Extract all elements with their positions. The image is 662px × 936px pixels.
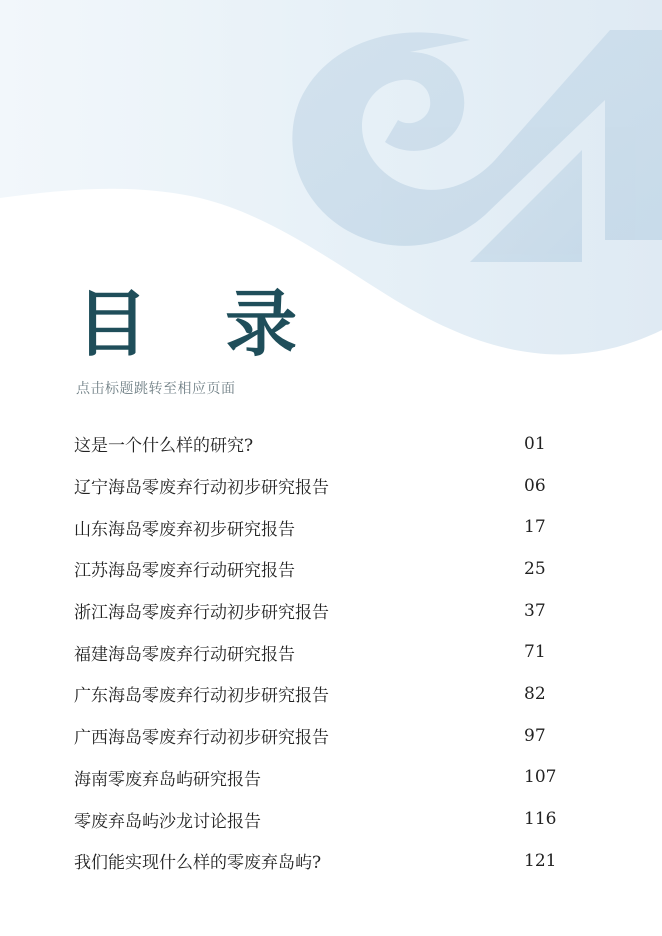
toc-item-page[interactable]: 17: [524, 517, 546, 538]
toc-item-title[interactable]: 浙江海岛零废弃行动初步研究报告: [74, 603, 329, 624]
toc-item-title[interactable]: 辽宁海岛零废弃行动初步研究报告: [74, 478, 329, 499]
toc-item-page[interactable]: 97: [524, 725, 546, 746]
toc-item-page[interactable]: 01: [524, 433, 546, 454]
toc-link[interactable]: [74, 715, 594, 757]
toc-item-page[interactable]: 107: [524, 767, 557, 788]
page-subtitle: 点击标题跳转至相应页面: [76, 381, 236, 397]
toc-item-title[interactable]: 这是一个什么样的研究?: [74, 436, 254, 457]
toc-item-title[interactable]: 海南零废弃岛屿研究报告: [74, 769, 261, 790]
toc-item-title[interactable]: 我们能实现什么样的零废弃岛屿?: [74, 853, 322, 874]
toc-link[interactable]: [74, 840, 594, 882]
toc-link[interactable]: [74, 757, 594, 799]
toc-item-page[interactable]: 82: [524, 683, 546, 704]
toc-item-title[interactable]: 福建海岛零废弃行动研究报告: [74, 644, 295, 665]
toc-item-page[interactable]: 25: [524, 558, 546, 579]
toc-link[interactable]: [74, 548, 594, 590]
toc-link[interactable]: [74, 423, 594, 465]
toc-link[interactable]: [74, 673, 594, 715]
toc-item-title[interactable]: 广西海岛零废弃行动初步研究报告: [74, 728, 329, 749]
toc-link[interactable]: [74, 590, 594, 632]
toc-link[interactable]: [74, 465, 594, 507]
toc-item-page[interactable]: 37: [524, 600, 546, 621]
toc-item-title[interactable]: 广东海岛零废弃行动初步研究报告: [74, 686, 329, 707]
toc-item-title[interactable]: 山东海岛零废弃初步研究报告: [74, 519, 295, 540]
toc-item-page[interactable]: 116: [524, 809, 557, 830]
toc-item-page[interactable]: 71: [524, 642, 546, 663]
table-of-contents: [74, 423, 594, 882]
toc-item-title[interactable]: 江苏海岛零废弃行动研究报告: [74, 561, 295, 582]
page-title: 目 录: [76, 281, 324, 366]
toc-item-title[interactable]: 零废弃岛屿沙龙讨论报告: [74, 811, 261, 832]
toc-link[interactable]: [74, 631, 594, 673]
toc-item-page[interactable]: 06: [524, 475, 546, 496]
toc-link[interactable]: [74, 798, 594, 840]
toc-item-page[interactable]: 121: [524, 850, 557, 871]
toc-link[interactable]: [74, 506, 594, 548]
